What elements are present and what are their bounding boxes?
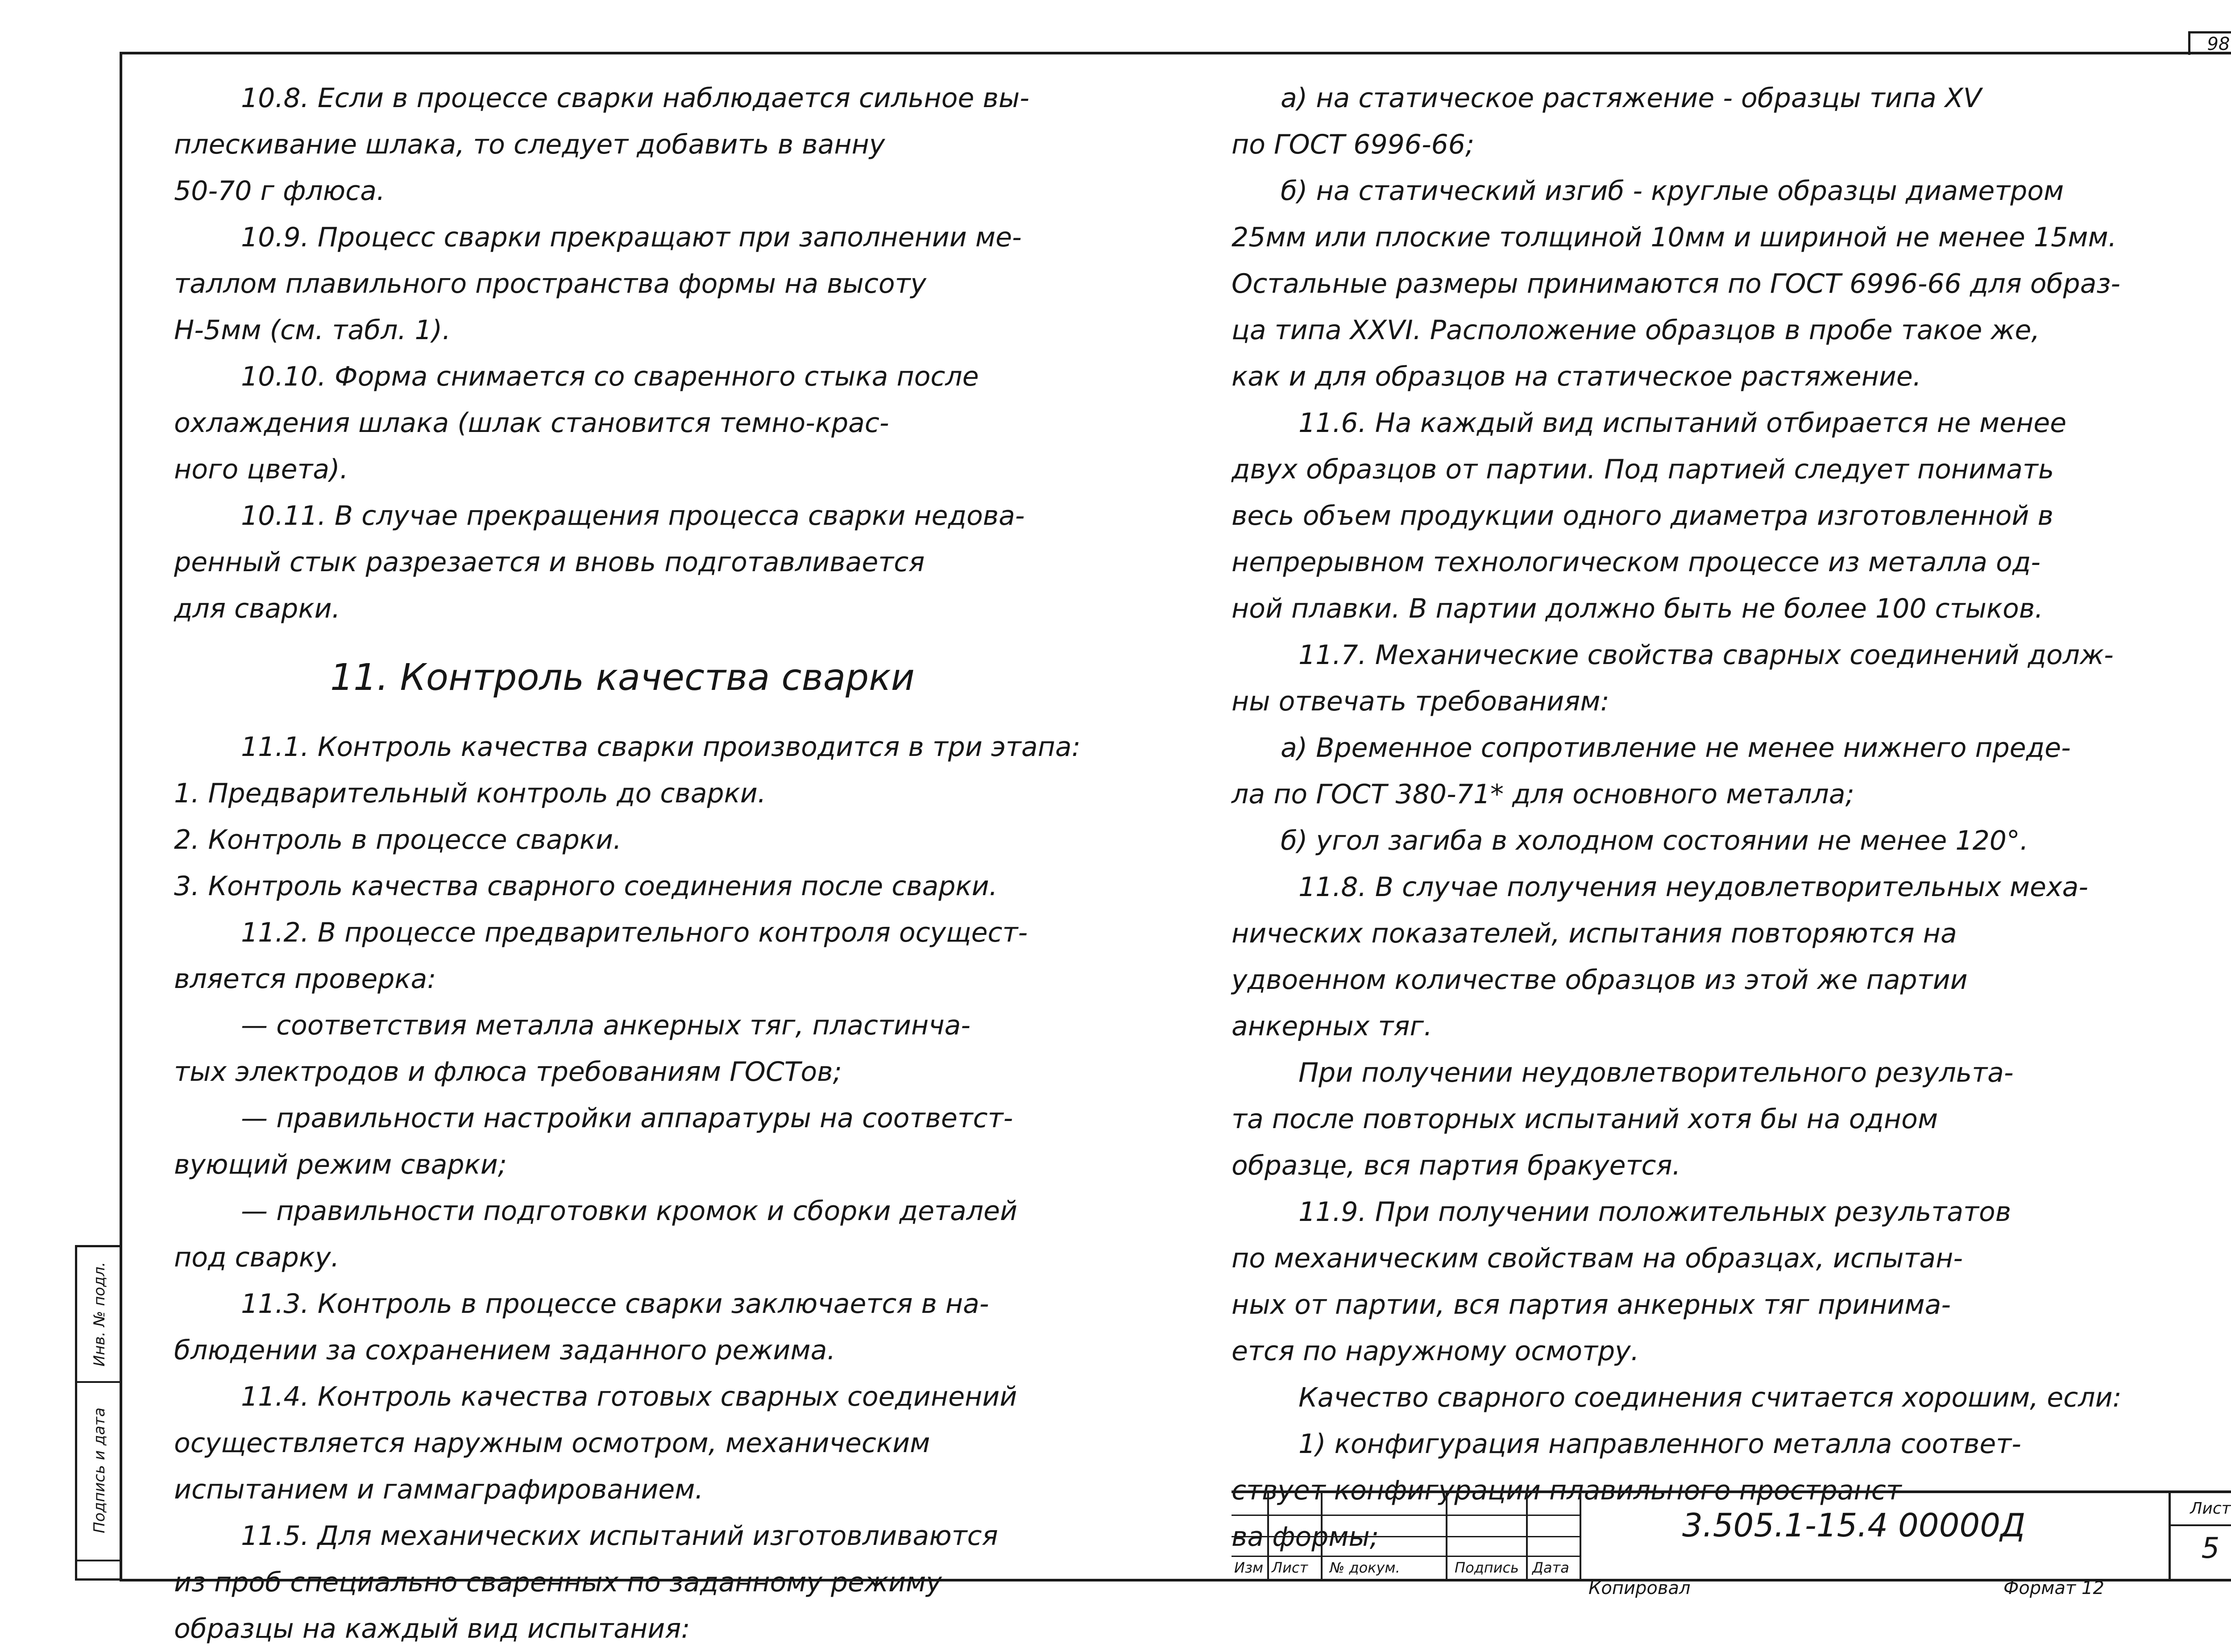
text-line: ла по ГОСТ 380-71* для основного металла; <box>1232 779 1854 810</box>
text-line: нических показателей, испытания повторяются на <box>1232 918 1957 949</box>
tb-col-line <box>1321 1493 1323 1579</box>
tb-col-doc: № докум. <box>1330 1559 1400 1576</box>
list-label: Лист <box>2171 1493 2231 1526</box>
text-line: 10.10. Форма снимается со сваренного стыка после <box>241 361 979 392</box>
text-line: ствует конфигурации плавильного пространст- <box>1232 1475 1912 1506</box>
text-line: а) на статическое растяжение - образцы типа XV <box>1281 83 1982 114</box>
copied-by: Копировал <box>1588 1578 1691 1598</box>
text-line: ных от партии, вся партия анкерных тяг принима- <box>1232 1289 1951 1320</box>
text-line: — правильности настройки аппаратуры на соответст- <box>241 1103 1013 1134</box>
text-line: 3. Контроль качества сварного соединения после сварки. <box>174 871 998 902</box>
section-heading: 11. Контроль качества сварки <box>330 656 915 699</box>
sheet-list-box <box>2169 1493 2231 1579</box>
text-line: плескивание шлака, то следует добавить в ванну <box>174 129 885 160</box>
text-line: При получении неудовлетворительного результа- <box>1298 1057 2014 1088</box>
title-block-grid <box>1232 1493 1580 1579</box>
text-line: 25мм или плоские толщиной 10мм и шириной не менее 15мм. <box>1232 222 2117 253</box>
text-line: Качество сварного соединения считается хорошим, если: <box>1298 1382 2122 1413</box>
text-line: 11.6. На каждый вид испытаний отбирается не менее <box>1298 407 2067 439</box>
text-line: ного цвета). <box>174 454 348 485</box>
text-line: испытанием и гаммаграфированием. <box>174 1474 704 1505</box>
text-line: из проб специально сваренных по заданному режиму <box>174 1567 942 1598</box>
document-code: 3.505.1-15.4 00000Д <box>1682 1507 2026 1544</box>
text-line: вующий режим сварки; <box>174 1149 507 1180</box>
text-line: как и для образцов на статическое растяжение. <box>1232 361 1921 392</box>
text-line: образцы на каждый вид испытания: <box>174 1613 690 1644</box>
tb-col-line <box>1267 1493 1269 1579</box>
text-line: Н-5мм (см. табл. 1). <box>174 315 451 346</box>
left-paragraphs <box>174 75 1138 632</box>
strip-label-inv: Инв. № подл. <box>91 1262 108 1367</box>
text-line: 11.3. Контроль в процессе сварки заключается в на- <box>241 1288 989 1320</box>
text-line: тых электродов и флюса требованиям ГОСТов; <box>174 1056 842 1087</box>
text-line: ется по наружному осмотру. <box>1232 1336 1639 1367</box>
text-line: 2. Контроль в процессе сварки. <box>174 824 622 855</box>
strip-label-sign: Подпись и дата <box>91 1407 108 1533</box>
text-line: ны отвечать требованиям: <box>1232 686 1609 717</box>
text-line: 11.1. Контроль качества сварки производится в три этапа: <box>241 731 1081 763</box>
tb-col-line <box>1446 1493 1447 1579</box>
text-line: 50-70 г флюса. <box>174 175 385 207</box>
text-line: 11.5. Для механических испытаний изготовливаются <box>241 1520 998 1552</box>
text-line: по механическим свойствам на образцах, испытан- <box>1232 1243 1963 1274</box>
text-line: непрерывном технологическом процессе из металла од- <box>1232 547 2040 578</box>
text-line: 11.4. Контроль качества готовых сварных соединений <box>241 1381 1017 1412</box>
text-line: двух образцов от партии. Под партией следует понимать <box>1232 454 2054 485</box>
text-line: по ГОСТ 6996-66; <box>1232 129 1475 160</box>
strip-cell-inv <box>77 1247 122 1383</box>
text-line: образце, вся партия бракуется. <box>1232 1150 1681 1181</box>
tb-col-line <box>1526 1493 1528 1579</box>
binding-strip <box>75 1245 122 1581</box>
text-line: 10.11. В случае прекращения процесса сварки недова- <box>241 500 1025 531</box>
text-line: осуществляется наружным осмотром, механическим <box>174 1428 930 1459</box>
text-line: под сварку. <box>174 1242 340 1273</box>
text-line: 10.8. Если в процессе сварки наблюдается сильное вы- <box>241 83 1029 114</box>
tb-col-sign: Подпись <box>1455 1559 1519 1576</box>
text-line: 11.9. При получении положительных результатов <box>1298 1196 2011 1228</box>
text-line: 11.2. В процессе предварительного контроля осущест- <box>241 917 1028 948</box>
text-line: б) угол загиба в холодном состоянии не менее 120°. <box>1281 825 2028 856</box>
text-line: 1. Предварительный контроль до сварки. <box>174 778 766 809</box>
text-line: Остальные размеры принимаются по ГОСТ 6996-66 для образ- <box>1232 268 2121 299</box>
tb-col-line <box>1580 1493 1581 1579</box>
text-line: вляется проверка: <box>174 963 436 995</box>
text-line: а) Временное сопротивление не менее нижнего преде- <box>1281 732 2071 764</box>
text-line: — соответствия металла анкерных тяг, пластинча- <box>241 1010 971 1041</box>
text-line: та после повторных испытаний хотя бы на одном <box>1232 1104 1938 1135</box>
text-line: анкерных тяг. <box>1232 1011 1433 1042</box>
text-line: блюдении за сохранением заданного режима. <box>174 1335 836 1366</box>
tb-col-date: Дата <box>1532 1559 1569 1576</box>
text-line: ца типа XXVI. Расположение образцов в пробе такое же, <box>1232 315 2040 346</box>
right-text-column <box>1232 75 2213 1560</box>
left-text-column <box>174 75 1138 1652</box>
text-line: ной плавки. В партии должно быть не более 100 стыков. <box>1232 593 2044 624</box>
text-line: охлаждения шлака (шлак становится темно-крас- <box>174 407 889 439</box>
text-line: ва формы; <box>1232 1521 1379 1552</box>
text-line: 11.8. В случае получения неудовлетворительных меха- <box>1298 872 2088 903</box>
right-paragraphs <box>1232 75 2213 1560</box>
strip-cell-sign <box>77 1381 122 1561</box>
list-number: 5 <box>2201 1532 2220 1565</box>
text-line: весь объем продукции одного диаметра изготовленной в <box>1232 500 2053 531</box>
text-line: б) на статический изгиб - круглые образцы диаметром <box>1281 175 2064 207</box>
title-block <box>1232 1490 2231 1579</box>
text-line: 10.9. Процесс сварки прекращают при заполнении ме- <box>241 222 1022 253</box>
text-line: удвоенном количестве образцов из этой же партии <box>1232 964 1968 996</box>
tb-col-list: Лист <box>1272 1559 1308 1576</box>
sheet-number: 98 <box>2188 31 2231 55</box>
text-line: таллом плавильного пространства формы на высоту <box>174 268 927 299</box>
text-line: для сварки. <box>174 593 340 624</box>
paper-format: Формат 12 <box>2003 1578 2104 1598</box>
tb-col-izm: Изм <box>1234 1559 1264 1576</box>
text-line: 11.7. Механические свойства сварных соединений долж- <box>1298 639 2114 671</box>
text-line: 1) конфигурация направленного металла соответ- <box>1298 1428 2021 1460</box>
text-line: — правильности подготовки кромок и сборки деталей <box>241 1195 1017 1227</box>
text-line: ренный стык разрезается и вновь подготавливается <box>174 547 925 578</box>
left-paragraphs-2 <box>174 724 1138 1652</box>
